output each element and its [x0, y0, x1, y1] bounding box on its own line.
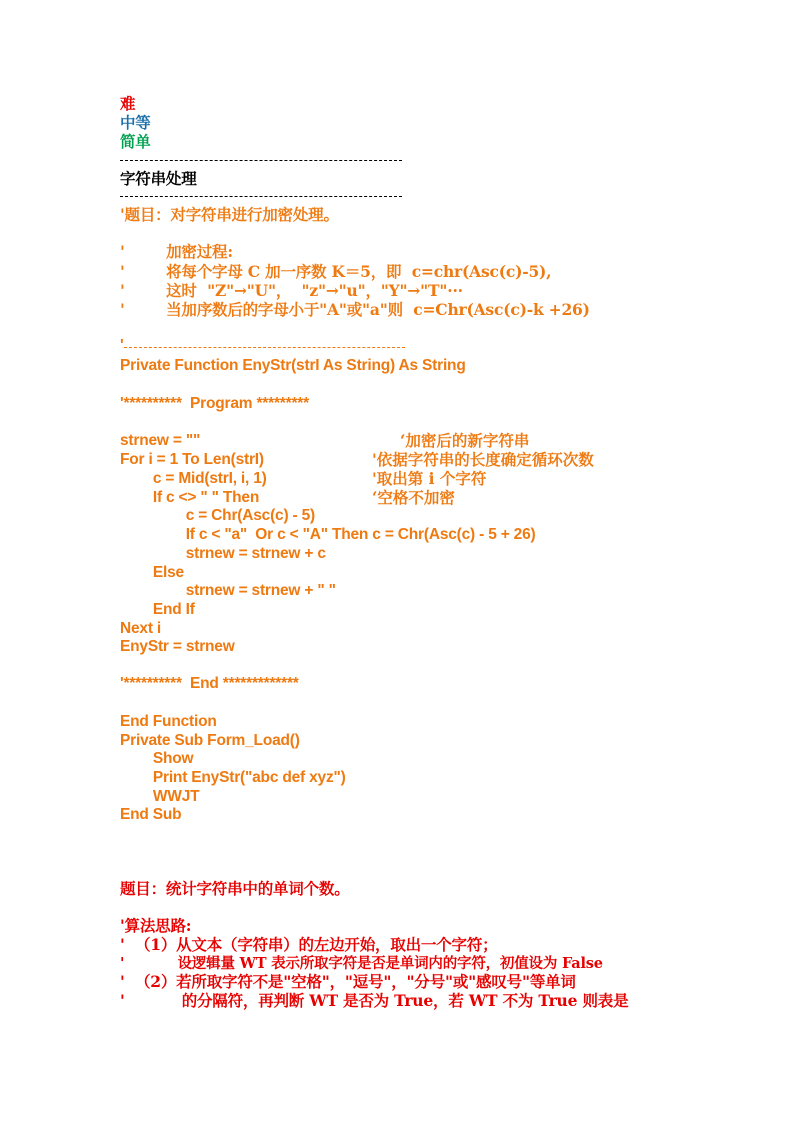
- section-title: 字符串处理: [120, 169, 197, 188]
- separator-rule: [124, 347, 405, 348]
- code-line: Else: [120, 564, 184, 581]
- separator-prefix: ': [120, 337, 124, 354]
- task1-title: '题目：对字符串进行加密处理。: [120, 205, 339, 224]
- task1-note: ' 加密过程:: [120, 242, 233, 261]
- task2-line: ' 设逻辑量 WT 表示所取字符是否是单词内的字符，初值设为 False: [120, 955, 603, 972]
- code-comment: ‘加密后的新字符串: [400, 431, 530, 450]
- code-line: c = Mid(strI, i, 1): [120, 470, 267, 487]
- end-comment: '********** End *************: [120, 675, 299, 692]
- code-comment: '取出第 i 个字符: [372, 469, 487, 488]
- task2-line: '算法思路:: [120, 916, 192, 935]
- task1-note: ' 这时 "Z"→"U"， "z"→"u"，"Y"→"T"···: [120, 281, 463, 300]
- code-comment: ‘空格不加密: [372, 488, 455, 507]
- difficulty-easy: 简单: [120, 132, 151, 151]
- code-line: EnyStr = strnew: [120, 638, 235, 655]
- code-line: c = Chr(Asc(c) - 5): [120, 507, 315, 524]
- code-line: Private Sub Form_Load(): [120, 732, 300, 749]
- code-line: strnew = strnew + " ": [120, 582, 336, 599]
- code-line: End Sub: [120, 806, 182, 823]
- code-line: WWJT: [120, 788, 200, 805]
- code-comment: '依据字符串的长度确定循环次数: [372, 450, 594, 469]
- program-comment: '********** Program *********: [120, 395, 309, 412]
- code-line: End If: [120, 601, 195, 618]
- task1-note: ' 当加序数后的字母小于"A"或"a"则 c=Chr(Asc(c)-k +26): [120, 300, 590, 319]
- separator-rule: [120, 160, 402, 161]
- function-declaration: Private Function EnyStr(strI As String) As String: [120, 357, 466, 374]
- task2-line: ' （2）若所取字符不是"空格"，"逗号"，"分号"或"感叹号"等单词: [120, 972, 576, 991]
- task2-title: 题目：统计字符串中的单词个数。: [120, 879, 350, 898]
- code-line: strnew = strnew + c: [120, 545, 326, 562]
- code-line: If c < "a" Or c < "A" Then c = Chr(Asc(c) - 5 + 26): [120, 526, 536, 543]
- task2-line: ' 的分隔符，再判断 WT 是否为 True，若 WT 不为 True 则表是: [120, 991, 629, 1010]
- difficulty-medium: 中等: [120, 113, 151, 132]
- code-line: If c <> " " Then: [120, 489, 260, 506]
- task2-line: ' （1）从文本（字符串）的左边开始，取出一个字符；: [120, 935, 498, 954]
- difficulty-hard: 难: [120, 94, 136, 113]
- code-line: End Function: [120, 713, 217, 730]
- code-line: Print EnyStr("abc def xyz"): [120, 769, 346, 786]
- code-line: strnew = "": [120, 432, 201, 449]
- separator-rule: [120, 196, 402, 197]
- code-line: For i = 1 To Len(strI): [120, 451, 264, 468]
- task1-note: ' 将每个字母 C 加一序数 K＝5，即 c=chr(Asc(c)-5),: [120, 262, 552, 281]
- code-line: Show: [120, 750, 194, 767]
- code-line: Next i: [120, 620, 162, 637]
